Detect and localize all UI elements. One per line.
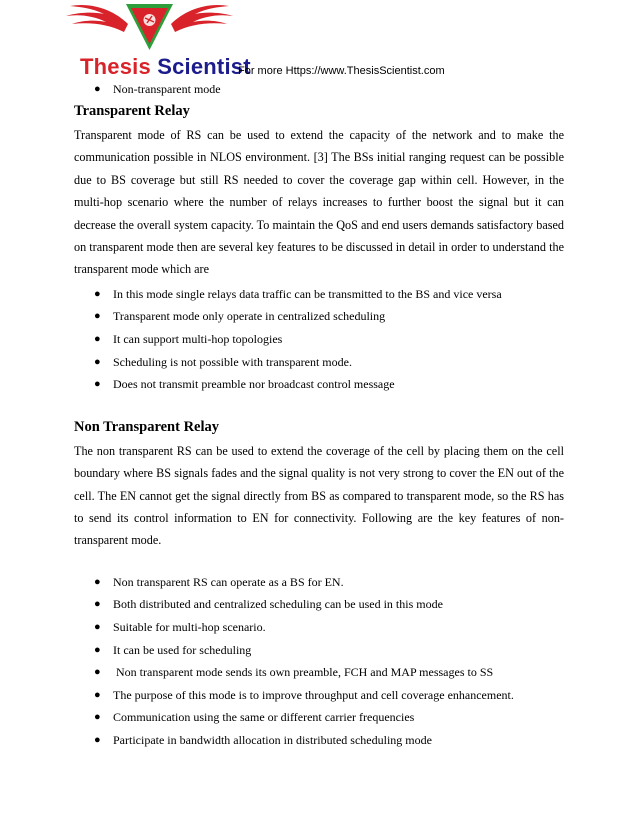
logo-word-thesis: Thesis: [80, 54, 151, 79]
list-item: ● Communication using the same or different carrier frequencies: [74, 706, 564, 729]
section-paragraph-transparent: Transparent mode of RS can be used to extend the capacity of the network and to make the communication possible in NLOS environment. [3] The BSs initial ranging request can be possible due to BS coverage but still RS needed to cover the coverage gap within cell. However, in the multi-hop scenario where the number of relays increases to further boost the signal but it can decrease the overall system capacity. To maintain the QoS and end users demands satisfactory based on transparent mode then are several key features to be discussed in detail in order to understand the transparent mode which are: [74, 128, 564, 277]
list-item: ● Non transparent mode sends its own preamble, FCH and MAP messages to SS: [74, 661, 564, 684]
list-item: ● It can support multi-hop topologies: [74, 328, 564, 351]
section-title-non-transparent-relay: Non Transparent Relay: [74, 418, 220, 435]
bullet-icon: ●: [94, 598, 101, 611]
list-item: ● Non transparent RS can operate as a BS for EN.: [74, 571, 564, 594]
list-item: ● It can be used for scheduling: [74, 639, 564, 662]
bullet-icon: ●: [94, 734, 101, 746]
bullet-icon: ●: [94, 688, 101, 701]
list-item: ● Transparent mode only operate in centralized scheduling: [74, 305, 564, 328]
header-website-link[interactable]: For more Https://www.ThesisScientist.com: [238, 65, 445, 77]
bullet-icon: ●: [94, 333, 101, 346]
document-body: [74, 82, 564, 752]
thesis-scientist-logo: [62, 0, 251, 86]
bullet-icon: ●: [94, 287, 101, 300]
bullet-icon: ●: [94, 378, 101, 391]
list-item: ● Does not transmit preamble nor broadcast control message: [74, 373, 564, 396]
top-bullet-text: Non-transparent mode: [113, 82, 221, 96]
list-item: ● Suitable for multi-hop scenario.: [74, 616, 564, 639]
bullet-icon: ●: [94, 643, 101, 656]
non-transparent-features-list: [74, 571, 564, 752]
bullet-icon: ●: [94, 666, 101, 679]
list-item: ● In this mode single relays data traffic can be transmitted to the BS and vice versa: [74, 283, 564, 306]
transparent-features-list: [74, 283, 564, 396]
section-paragraph-non-transparent: The non transparent RS can be used to extend the coverage of the cell by placing them on the cell boundary where BS signals fades and the signal quality is not very strong to cover the EN out of the cell. The EN cannot get the signal directly from BS as compared to transparent mode, so the RS has to send its control information to EN for connectivity. Following are the key features of non-transparent mode.: [74, 443, 564, 548]
bullet-icon: ●: [94, 575, 101, 588]
winged-shield-icon: [62, 0, 237, 62]
list-item: ● Both distributed and centralized scheduling can be used in this mode: [74, 593, 564, 616]
bullet-icon: ●: [94, 621, 101, 634]
list-item: ● Scheduling is not possible with transparent mode.: [74, 351, 564, 374]
bullet-icon: ●: [94, 83, 101, 95]
bullet-icon: ●: [94, 711, 101, 724]
list-item: [74, 82, 564, 97]
list-item: ● Participate in bandwidth allocation in distributed scheduling mode: [74, 729, 564, 752]
list-item: ● The purpose of this mode is to improve throughput and cell coverage enhancement.: [74, 684, 564, 707]
section-title-transparent-relay: Transparent Relay: [74, 103, 190, 119]
bullet-icon: ●: [94, 310, 101, 323]
logo-word-scientist: Scientist: [157, 54, 251, 79]
bullet-icon: ●: [94, 355, 101, 368]
